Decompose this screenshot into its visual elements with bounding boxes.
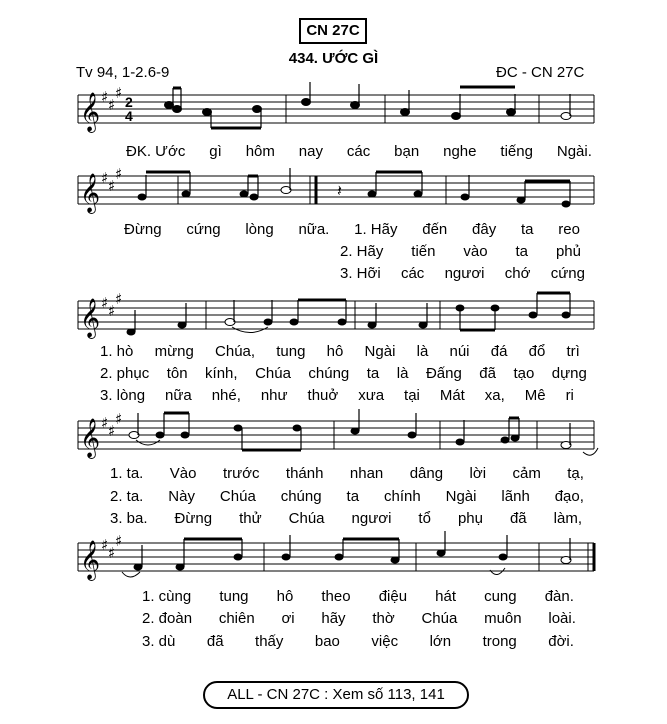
note	[173, 106, 182, 113]
note	[456, 439, 465, 446]
song-title: 434. ƯỚC GÌ	[288, 50, 379, 67]
sharp-icon: ♯	[115, 290, 123, 308]
note	[264, 319, 273, 326]
sharp-icon: ♯	[108, 544, 116, 562]
note	[408, 432, 417, 439]
staff-4	[0, 405, 667, 465]
note	[240, 191, 249, 198]
note	[290, 319, 299, 326]
note	[156, 432, 165, 439]
note	[293, 425, 302, 432]
lyrics-line-1: ĐK. Ước gì hôm nay các bạn nghe tiếng Ngài.	[126, 143, 592, 160]
note	[529, 312, 538, 319]
note	[335, 554, 344, 561]
lyrics-verse-3-line-5: 3. dù đã thấy bao việc lớn trong đời.	[142, 633, 574, 650]
treble-clef-icon: 𝄞	[80, 418, 101, 458]
sharp-icon: ♯	[101, 294, 109, 312]
note	[562, 201, 571, 208]
sharp-icon: ♯	[115, 410, 123, 428]
note	[302, 99, 311, 106]
note	[181, 432, 190, 439]
note	[437, 550, 446, 557]
staff-1	[0, 80, 667, 140]
note	[501, 437, 510, 444]
note	[414, 191, 423, 198]
rest-icon: 𝄽	[337, 181, 342, 200]
sharp-icon: ♯	[101, 536, 109, 554]
lyrics-verse-2-start: 2. Hãy tiến vào ta phủ	[340, 243, 581, 260]
note	[182, 191, 191, 198]
note	[338, 319, 347, 326]
staff-5	[0, 528, 667, 588]
lyrics-verse-2-line-4: 2. ta. Này Chúa chúng ta chính Ngài lãnh đạo,	[110, 488, 584, 505]
sharp-icon: ♯	[101, 414, 109, 432]
treble-clef-icon: 𝄞	[80, 540, 101, 580]
note	[138, 194, 147, 201]
treble-clef-icon: 𝄞	[80, 92, 101, 132]
note	[452, 113, 461, 120]
note	[511, 435, 520, 442]
time-signature-top: 2	[125, 94, 133, 110]
lyrics-verse-2: 2. phục tôn kính, Chúa chúng ta là Đấng đã tạo dựng	[100, 365, 587, 382]
note	[203, 109, 212, 116]
note	[391, 557, 400, 564]
note	[368, 322, 377, 329]
note	[127, 329, 136, 336]
treble-clef-icon: 𝄞	[80, 173, 101, 213]
sharp-icon: ♯	[101, 88, 109, 106]
note	[234, 425, 243, 432]
note	[401, 109, 410, 116]
sharp-icon: ♯	[108, 177, 116, 195]
note	[461, 194, 470, 201]
code-box: CN 27C	[299, 18, 367, 44]
note	[234, 554, 243, 561]
sharp-icon: ♯	[115, 532, 123, 550]
psalm-reference: Tv 94, 1-2.6-9	[76, 64, 170, 81]
lyrics-verse-3: 3. lòng nữa nhé, như thuở xưa tại Mát xa, Mê ri	[100, 387, 574, 404]
note	[250, 194, 259, 201]
note	[499, 554, 508, 561]
refrain-reference: ĐC - CN 27C	[496, 64, 585, 81]
note	[419, 322, 428, 329]
staff-3	[0, 285, 667, 345]
treble-clef-icon: 𝄞	[80, 298, 101, 338]
lyrics-line-2: Đừng cứng lòng nữa. 1. Hãy đến đây ta reo	[124, 221, 580, 238]
lyrics-verse-2-line-5: 2. đoàn chiên ơi hãy thờ Chúa muôn loài.	[142, 610, 576, 627]
lyrics-verse-1-line-5: 1. cùng tung hô theo điệu hát cung đàn.	[142, 588, 574, 605]
note	[507, 109, 516, 116]
note	[176, 564, 185, 571]
note	[562, 312, 571, 319]
note	[351, 428, 360, 435]
note	[517, 197, 526, 204]
lyrics-verse-1-line-4: 1. ta. Vào trước thánh nhan dâng lời cảm tạ,	[110, 465, 584, 482]
sharp-icon: ♯	[108, 302, 116, 320]
note	[368, 191, 377, 198]
note	[253, 106, 262, 113]
note	[351, 102, 360, 109]
note	[165, 102, 174, 109]
lyrics-verse-3-start: 3. Hỡi các ngươi chớ cứng	[340, 265, 585, 282]
time-signature-bottom: 4	[125, 108, 133, 124]
tie	[232, 327, 268, 333]
note	[134, 564, 143, 571]
footer-reference-box: ALL - CN 27C : Xem số 113, 141	[203, 681, 469, 709]
lyrics-verse-3-line-4: 3. ba. Đừng thử Chúa ngươi tổ phụ đã làm,	[110, 510, 582, 527]
sharp-icon: ♯	[115, 84, 123, 102]
sharp-icon: ♯	[108, 96, 116, 114]
lyrics-verse-1: 1. hò mừng Chúa, tung hô Ngài là núi đá đổ trì	[100, 343, 580, 360]
note	[282, 554, 291, 561]
sharp-icon: ♯	[115, 165, 123, 183]
staff-2	[0, 160, 667, 220]
note	[178, 322, 187, 329]
sharp-icon: ♯	[101, 169, 109, 187]
sharp-icon: ♯	[108, 422, 116, 440]
tie	[122, 572, 140, 577]
